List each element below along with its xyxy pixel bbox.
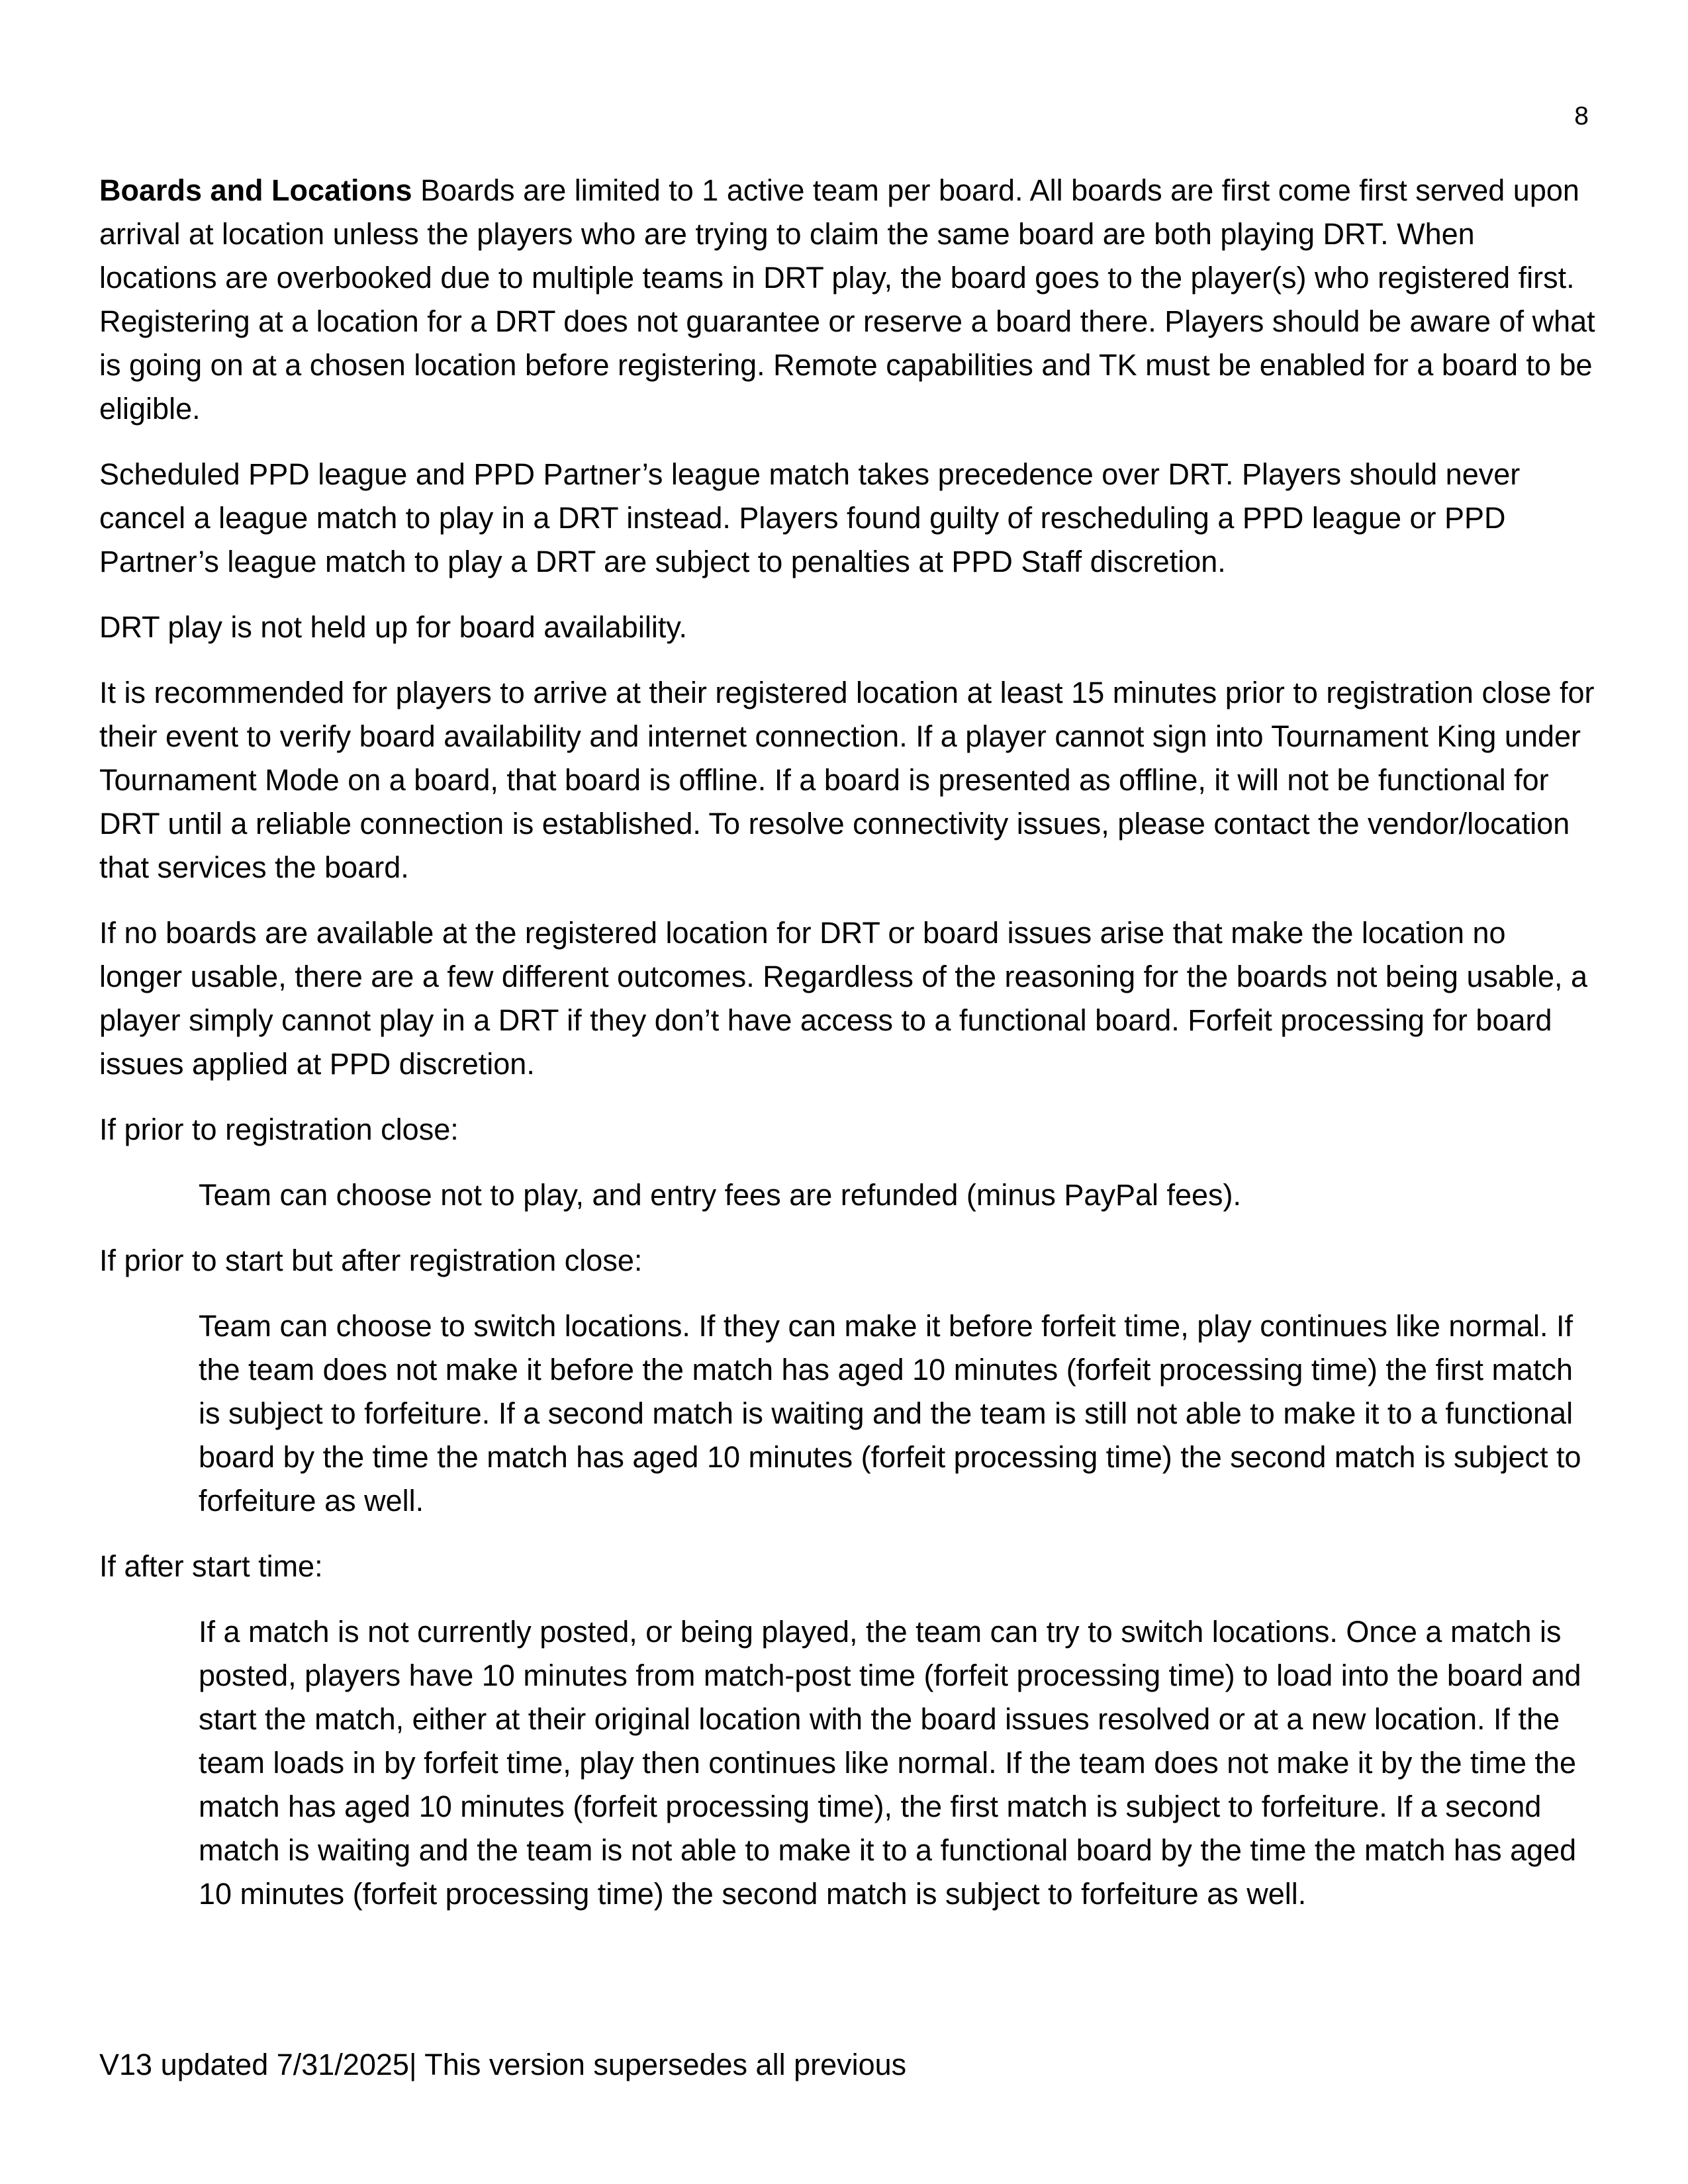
arrive-early-paragraph: It is recommended for players to arrive at their registered location at least 15 minutes prior to registration close for their event to verify board availability and internet connection. If a player cannot sign into Tournament King under Tournament Mode on a board, that board is offline. If a board is presented as offline, it will not be functional for DRT until a reliable connection is established. To resolve connectivity issues, please contact the vendor/location that services the board. bbox=[99, 676, 1595, 884]
after-start-text: If a match is not currently posted, or being played, the team can try to switch locations. Once a match is posted, players have 10 minutes from match-post time (forfeit processing time) to load into the board and start the match, either at their original location with the board issues resolved or at a new location. If the team loads in by forfeit time, play then continues like normal. If the team does not make it by the time the match has aged 10 minutes (forfeit processing time), the first match is subject to forfeiture. If a second match is waiting and the team is not able to make it to a functional board by the time the match has aged 10 minutes (forfeit processing time) the second match is subject to forfeiture as well. bbox=[199, 1615, 1581, 1911]
prior-registration-text: Team can choose not to play, and entry fees are refunded (minus PayPal fees). bbox=[199, 1178, 1242, 1212]
prior-start-text: Team can choose to switch locations. If they can make it before forfeit time, play continues like normal. If the team does not make it before the match has aged 10 minutes (forfeit processing time) the first match is subject to forfeiture. If a second match is waiting and the team is still not able to make it to a functional board by the time the match has aged 10 minutes (forfeit processing time) the second match is subject to forfeiture as well. bbox=[199, 1309, 1581, 1518]
prior-start-label: If prior to start but after registration close: bbox=[99, 1244, 643, 1277]
page-content bbox=[99, 169, 1595, 1938]
prior-registration-label: If prior to registration close: bbox=[99, 1113, 459, 1146]
page-footer: V13 updated 7/31/2025| This version supersedes all previous bbox=[99, 2048, 907, 2081]
page-number: 8 bbox=[1574, 102, 1589, 130]
section-heading: Boards and Locations bbox=[99, 173, 412, 207]
boards-body-text: Boards are limited to 1 active team per board. All boards are first come first served upon arrival at location unless the players who are trying to claim the same board are both playing DRT. When locations are overbooked due to multiple teams in DRT play, the board goes to the player(s) who registered first. Registering at a location for a DRT does not guarantee or reserve a board there. Players should be aware of what is going on at a chosen location before registering. Remote capabilities and TK must be enabled for a board to be eligible. bbox=[99, 173, 1595, 426]
no-boards-paragraph: If no boards are available at the registered location for DRT or board issues arise that make the location no longer usable, there are a few different outcomes. Regardless of the reasoning for the boards not being usable, a player simply cannot play in a DRT if they don’t have access to a functional board. Forfeit processing for board issues applied at PPD discretion. bbox=[99, 916, 1588, 1081]
not-held-up-paragraph: DRT play is not held up for board availability. bbox=[99, 610, 687, 644]
boards-and-locations-paragraph bbox=[99, 169, 1595, 431]
after-start-label: If after start time: bbox=[99, 1549, 323, 1583]
league-precedence-paragraph: Scheduled PPD league and PPD Partner’s league match takes precedence over DRT. Players should never cancel a league match to play in a DRT instead. Players found guilty of rescheduling a PPD league or PPD Partner’s league match to play a DRT are subject to penalties at PPD Staff discretion. bbox=[99, 457, 1521, 578]
